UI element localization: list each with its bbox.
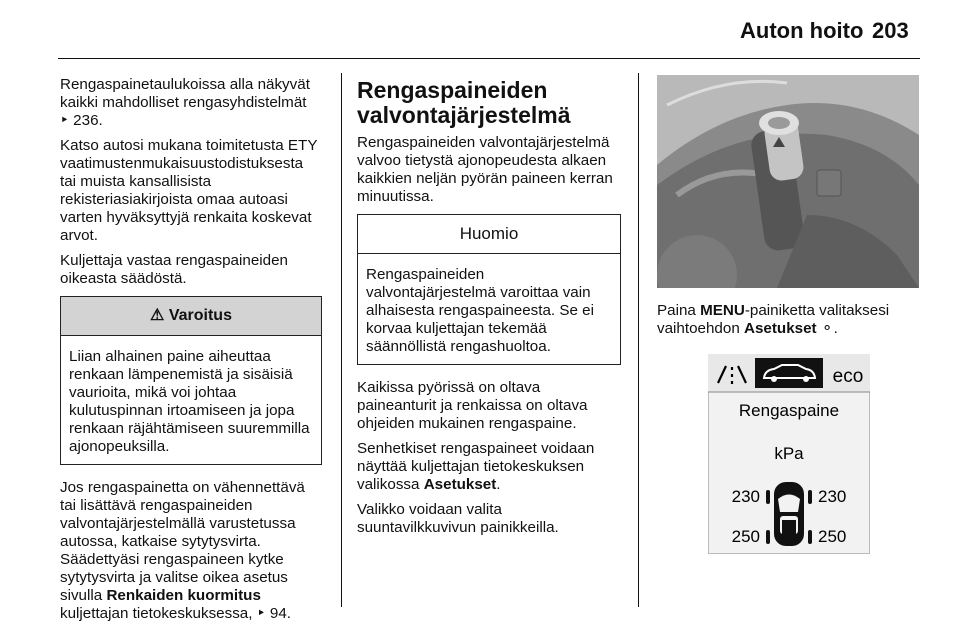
column-divider-1	[341, 73, 342, 607]
left-paragraph-4: Jos rengaspainetta on vähennettävä tai lisättävä rengaspaineiden valvontajärjestelmällä varustetussa autossa, katkaise sytytysvirta. Säädettyäsi rengaspaineen kytke sytytysvirta ja valitse oikea asetus sivulla Renkaiden kuormitus kuljettajan tietokeskuksessa, ‣ 94.	[60, 479, 305, 622]
page-header-title: Auton hoito	[740, 18, 864, 43]
rear-right-pressure: 250	[818, 527, 847, 546]
header-rule	[58, 58, 920, 59]
caption-text: Paina MENU-painiketta valitaksesi vaihtoehdon Asetukset ⚬.	[657, 302, 890, 337]
warning-icon: ⚠	[150, 307, 165, 324]
middle-paragraph-2: Kaikissa pyörissä on oltava paineanturit ja renkaissa on oltava ohjeiden mukainen rengaspaine.	[357, 379, 588, 432]
middle-paragraph-3: Senhetkiset rengaspaineet voidaan näyttää kuljettajan tietokeskuksen valikossa Asetukset.	[357, 440, 595, 493]
note-body: Rengaspaineiden valvontajärjestelmä varoittaa vain alhaisesta rengaspaineesta. Se ei korvaa kuljettajan tekemää säännöllistä rengashuoltoa.	[366, 266, 594, 355]
page-reference-link-2[interactable]: ‣ 94.	[256, 605, 292, 622]
right-caption	[657, 302, 919, 345]
page-number: 203	[872, 18, 909, 43]
display-title: Rengaspaine	[738, 401, 840, 420]
rear-left-pressure: 250	[731, 527, 760, 546]
note-box	[357, 214, 621, 365]
eco-label: eco	[832, 366, 864, 387]
pressure-unit: kPa	[774, 444, 804, 463]
column-divider-2	[638, 73, 639, 607]
page-reference-link[interactable]: ‣ 236.	[60, 112, 103, 129]
warning-box	[60, 296, 322, 465]
left-paragraph-1: Rengaspainetaulukoissa alla näkyvät kaikki mahdolliset rengasyhdistelmät ‣ 236.	[60, 76, 310, 129]
warning-header: ⚠ Varoitus	[61, 297, 321, 336]
left-paragraph-2: Katso autosi mukana toimitetusta ETY vaatimustenmukaisuustodistuksesta tai muista kansallisista rekisteriasiakirjoista omaa autoasi varten hyväksyttyjä renkaita koskevat arvot.	[60, 137, 318, 244]
left-column	[60, 76, 322, 630]
turn-signal-lever-photo	[657, 75, 919, 288]
front-right-pressure: 230	[818, 487, 847, 506]
middle-column	[357, 78, 621, 544]
warning-body: Liian alhainen paine aiheuttaa renkaan lämpenemistä ja sisäisiä vaurioita, mikä voi johtaa kulutuspinnan irtoamiseen ja jopa renkaan räjähtämiseen suuremmilla ajonopeuksilla.	[69, 348, 310, 455]
front-left-pressure: 230	[731, 487, 760, 506]
left-paragraph-3: Kuljettaja vastaa rengaspaineiden oikeasta säädöstä.	[60, 252, 288, 287]
menu-button-label: MENU	[700, 302, 745, 319]
middle-paragraph-1: Rengaspaineiden valvontajärjestelmä valvoo tietystä ajonopeudesta alkaen kaikkien neljän pyörän paineen kerran minuutissa.	[357, 134, 613, 205]
middle-paragraph-4: Valikko voidaan valita suuntavilkkuvivun painikkeilla.	[357, 501, 559, 536]
car-icon: ⚬	[820, 320, 834, 337]
tire-pressure-display	[708, 354, 870, 554]
note-header: Huomio	[358, 215, 620, 254]
section-heading: Rengaspaineiden valvontajärjestelmä	[357, 77, 571, 128]
